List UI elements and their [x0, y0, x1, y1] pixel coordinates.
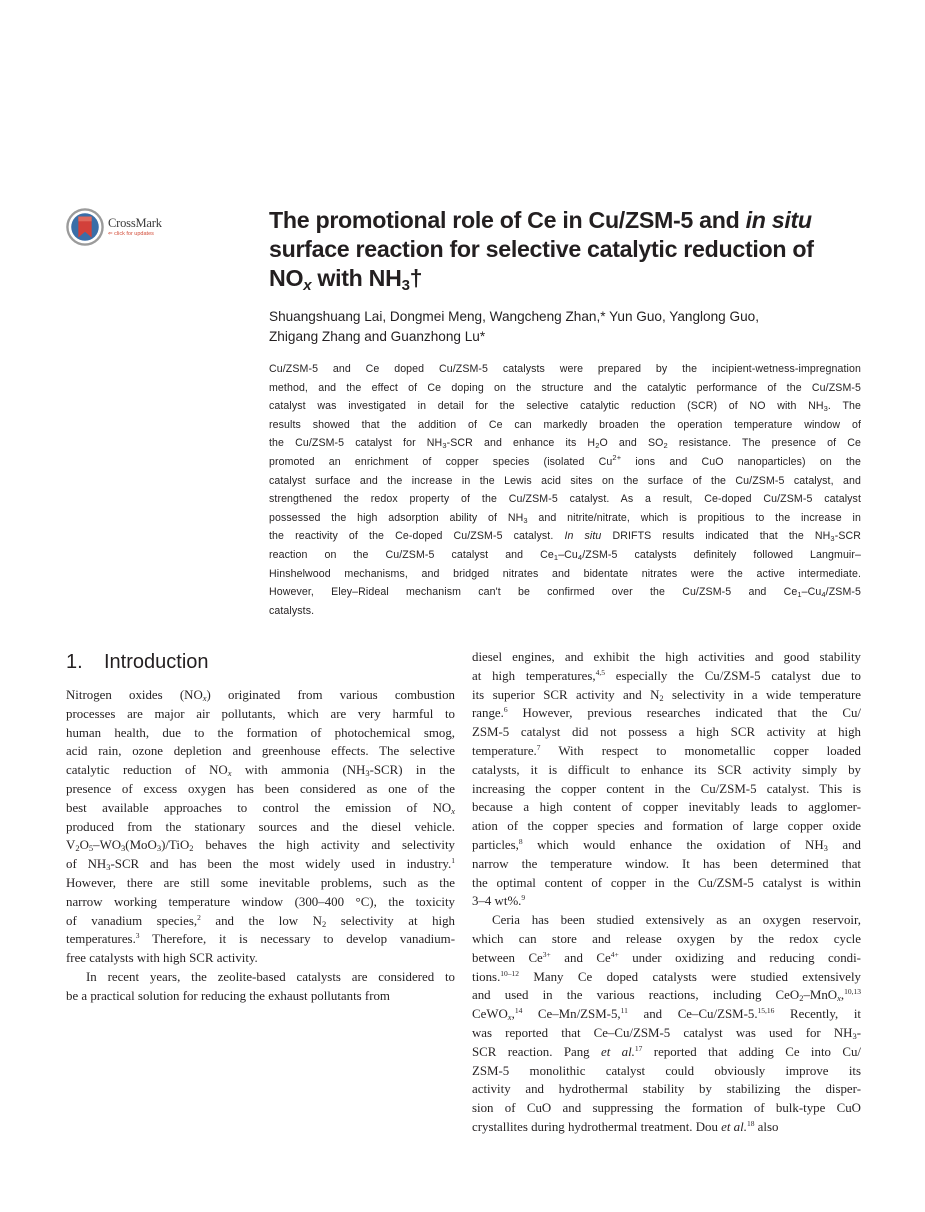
- abstract-line: catalysts.: [269, 604, 315, 617]
- paragraph-line: crystallites during hydrothermal treatment. Dou et al.$^{18}$ also: [472, 1118, 779, 1134]
- paragraph-line: presence of excess oxygen has been considered as one of the: [66, 781, 455, 796]
- abstract: [269, 360, 861, 620]
- abstract-line: However, Eley–Rideal mechanism can't be confirmed over the Cu/ZSM-5 and $Ce_1-Cu_4/ZSM-5$: [269, 586, 861, 600]
- article-title: [269, 206, 869, 293]
- abstract-line: Cu/ZSM-5 and Ce doped Cu/ZSM-5 catalysts were prepared by the incipient-wetness-impregnation: [269, 363, 861, 375]
- paragraph-line: tions.$^{10-12}$ Many Ce doped catalysts were studied extensively: [472, 968, 861, 984]
- paragraph-line: increasing the copper content in the Cu/ZSM-5 catalyst. This is: [472, 781, 861, 796]
- paragraph-line: However, there are still some inevitable problems, such as the: [66, 875, 455, 890]
- paragraph-line: narrow working temperature window (300–400 °C), the toxicity: [66, 894, 455, 909]
- crossmark-logo-icon: [66, 208, 104, 246]
- author-list: [269, 307, 869, 347]
- title-line: The promotional role of Ce in Cu/ZSM-5 and in situ: [269, 207, 812, 233]
- title-line: $NO_x$ with $NH_3\dagger$: [269, 265, 423, 294]
- paragraph-line: temperature.$^7$ With respect to monometallic copper loaded: [472, 742, 861, 758]
- crossmark-label: CrossMark: [108, 216, 162, 230]
- section-title: Introduction: [104, 651, 209, 673]
- paragraph-line: be a practical solution for reducing the exhaust pollutants from: [66, 988, 390, 1003]
- paragraph-line: because a high content of copper inevitably leads to agglomer-: [472, 800, 861, 815]
- paragraph-line: human health, due to the formation of photochemical smog,: [66, 725, 455, 740]
- paragraph-line: its superior SCR activity and $N_2$ selectivity in a wide temperature: [472, 687, 861, 703]
- paragraph-line: and used in the various reactions, including CeO$_2$–MnO$_x$,$^{10,13}$: [472, 987, 861, 1004]
- abstract-line: Hinshelwood mechanisms, and bridged nitrates and bidentate nitrates were the active intermediate.: [269, 567, 861, 580]
- author-line: Zhigang Zhang and Guanzhong Lu*: [269, 329, 486, 344]
- abstract-line: reaction on the Cu/ZSM-5 catalyst and $Ce_1-Cu_4/ZSM-5$ catalysts definitely followed Langmuir–: [269, 548, 862, 562]
- abstract-line: promoted an enrichment of copper species (isolated $Cu^{2+}$ ions and CuO nanoparticles) on the: [269, 452, 862, 468]
- paragraph-line: temperatures.$^3$ Therefore, it is necessary to develop vanadium-: [66, 931, 455, 947]
- paragraph-line: SCR reaction. Pang et al.$^{17}$ reported that adding Ce into Cu/: [472, 1043, 861, 1059]
- paragraph-line: particles,$^8$ which would enhance the oxidation of $NH_3$ and: [472, 836, 862, 853]
- abstract-line: possessed the high adsorption ability of $NH_3$ and nitrite/nitrate, which is propitious to the increase in: [269, 511, 861, 525]
- paragraph-line: narrow the temperature window. It has been determined that: [472, 856, 861, 871]
- arrow-icon: ⇐: [108, 230, 115, 237]
- paragraph-line: sion of CuO and suppressing the formation of bulk-type CuO: [472, 1101, 861, 1116]
- paragraph-line: catalytic reduction of $NO_x$ with ammonia $(NH_3-SCR)$ in the: [66, 763, 455, 779]
- paragraph-line: was reported that Ce–Cu/ZSM-5 catalyst was used for $NH_3-$: [472, 1025, 861, 1041]
- paragraph-line: between $Ce^{3+}$ and $Ce^{4+}$ under oxidizing and reducing condi-: [472, 949, 861, 965]
- paragraph-line: free catalysts with high SCR activity.: [66, 951, 258, 966]
- paragraph-line: CeWO$_x$,$^{14}$ Ce–Mn/ZSM-5,11 and Ce–Cu/ZSM-5.$^{15,16}$ Recently, it: [472, 1006, 861, 1023]
- abstract-line: strengthened the redox property of the Cu/ZSM-5 catalyst. As a result, Ce-doped Cu/ZSM-5 catalyst: [269, 493, 861, 506]
- paragraph-line: which can store and release oxygen by the redox cycle: [472, 931, 861, 946]
- paragraph-line: ation of the copper species and formation of large copper oxide: [472, 819, 861, 834]
- paragraph-line: best available approaches to control the emission of $NO_x$: [66, 800, 455, 816]
- abstract-line: catalyst surface and the increase in the Lewis acid sites on the surface of the Cu/ZSM-5 catalyst, and: [269, 474, 861, 487]
- paragraph-line: catalysts, it is difficult to enhance its SCR activity simply by: [472, 762, 861, 777]
- paragraph-line: of vanadium species,$^2$ and the low $N_2$ selectivity at high: [66, 912, 455, 929]
- paragraph-line: activity and hydrothermal stability by stabilizing the disper-: [472, 1082, 861, 1097]
- abstract-line: results showed that the addition of Ce can markedly broaden the operation temperature window of: [269, 418, 861, 431]
- body-column-left: [66, 686, 455, 1006]
- paragraph-line: Nitrogen oxides $(NO_x)$ originated from various combustion: [66, 688, 455, 703]
- title-line: surface reaction for selective catalytic reduction of: [269, 236, 814, 262]
- paragraph-line: ZSM-5 monolithic catalyst could obviously improve its: [472, 1063, 861, 1078]
- section-number: 1.: [66, 651, 83, 673]
- author-line: Shuangshuang Lai, Dongmei Meng, Wangcheng Zhan,* Yun Guo, Yanglong Guo,: [269, 309, 759, 324]
- paragraph-line: of $NH_3$-SCR and has been the most widely used in industry.$^1$: [66, 856, 455, 873]
- body-column-right: [472, 648, 861, 1137]
- paragraph-line: produced from the stationary sources and the diesel vehicle.: [66, 819, 455, 834]
- paragraph-line: the optimal content of copper in the Cu/ZSM-5 catalyst is within: [472, 875, 861, 890]
- section-heading-introduction: [66, 650, 209, 674]
- paragraph-line: ZSM-5 catalyst did not possess a high SCR activity at high: [472, 725, 861, 740]
- crossmark-sub-label: ⇐ click for updates: [108, 230, 154, 237]
- paragraph-line: Ceria has been studied extensively as an oxygen reservoir,: [492, 913, 861, 928]
- paragraph-line: In recent years, the zeolite-based catalysts are considered to: [86, 969, 455, 984]
- paragraph-line: at high temperatures,$^{4,5}$ especially the Cu/ZSM-5 catalyst due to: [472, 667, 861, 683]
- paragraph-line: diesel engines, and exhibit the high activities and good stability: [472, 650, 861, 664]
- abstract-line: the Cu/ZSM-5 catalyst for $NH_3$-SCR and enhance its $H_2O$ and $SO_2$ resistance. The presence of Ce: [269, 437, 862, 451]
- paragraph-line: acid rain, ozone depletion and greenhouse effects. The selective: [66, 744, 455, 759]
- paragraph-line: 3–4 wt%.$^9$: [472, 893, 526, 909]
- abstract-line: method, and the effect of Ce doping on the structure and the catalytic performance of the Cu/ZSM-5: [269, 381, 861, 394]
- crossmark-badge[interactable]: [66, 207, 186, 247]
- paragraph-line: $V_2O_5-WO_3(MoO_3)/TiO_2$ behaves the high activity and selectivity: [66, 838, 455, 854]
- paragraph-line: range.$^6$ However, previous researches indicated that the Cu/: [472, 705, 861, 721]
- abstract-line: catalyst was investigated in detail for the selective catalytic reduction (SCR) of NO with $NH_3$. The: [269, 400, 862, 414]
- abstract-line: the reactivity of the Ce-doped Cu/ZSM-5 catalyst. In situ DRIFTS results indicated that the $NH_3$-SCR: [269, 530, 861, 544]
- paragraph-line: processes are major air pollutants, which are very harmful to: [66, 706, 455, 721]
